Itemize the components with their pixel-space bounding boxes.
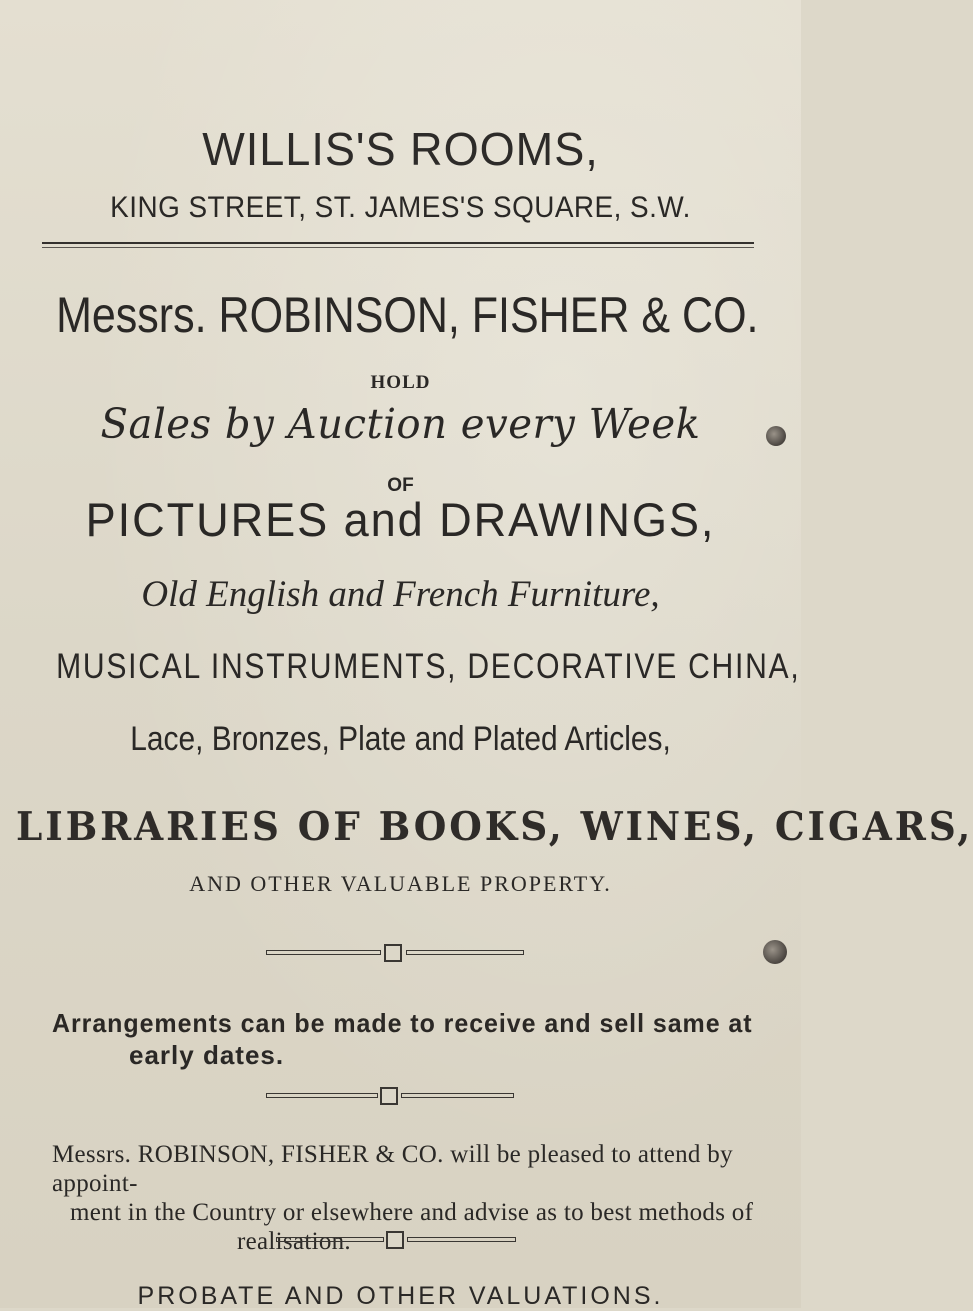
item-musical: MUSICAL INSTRUMENTS, DECORATIVE CHINA, — [56, 647, 801, 686]
speck-mark — [763, 940, 787, 964]
ornament-divider — [266, 947, 524, 959]
attendance-line1: Messrs. ROBINSON, FISHER & CO. will be pleased to attend by appoint- — [52, 1141, 733, 1197]
address: KING STREET, ST. JAMES'S SQUARE, S.W. — [110, 191, 691, 224]
item-other-property: AND OTHER VALUABLE PROPERTY. — [189, 871, 612, 896]
attendance-line3: realisation. — [237, 1228, 351, 1255]
speck-mark — [766, 426, 786, 446]
item-pictures: PICTURES and DRAWINGS, — [85, 493, 716, 546]
item-libraries: LIBRARIES OF BOOKS, WINES, CIGARS, — [16, 804, 973, 850]
item-furniture: Old English and French Furniture, — [141, 574, 660, 615]
sales-line: Sales by Auction every Week — [100, 400, 701, 448]
firm-name: Messrs. ROBINSON, FISHER & CO. — [56, 287, 759, 343]
attendance-line2: ment in the Country or elsewhere and advise as to best methods of — [70, 1199, 754, 1226]
divider-rule — [42, 242, 754, 244]
of-label: OF — [387, 475, 414, 496]
arrangements-line1: Arrangements can be made to receive and sell same at — [52, 1008, 753, 1038]
hold-label: HOLD — [370, 372, 431, 393]
ornament-divider — [266, 1090, 514, 1102]
probate-line: PROBATE AND OTHER VALUATIONS. — [137, 1282, 664, 1310]
page-title: WILLIS'S ROOMS, — [202, 123, 599, 175]
ornament-divider — [276, 1234, 516, 1246]
divider-rule-thin — [42, 247, 754, 248]
item-lace: Lace, Bronzes, Plate and Plated Articles, — [130, 720, 671, 758]
arrangements-line2: early dates. — [129, 1040, 285, 1070]
